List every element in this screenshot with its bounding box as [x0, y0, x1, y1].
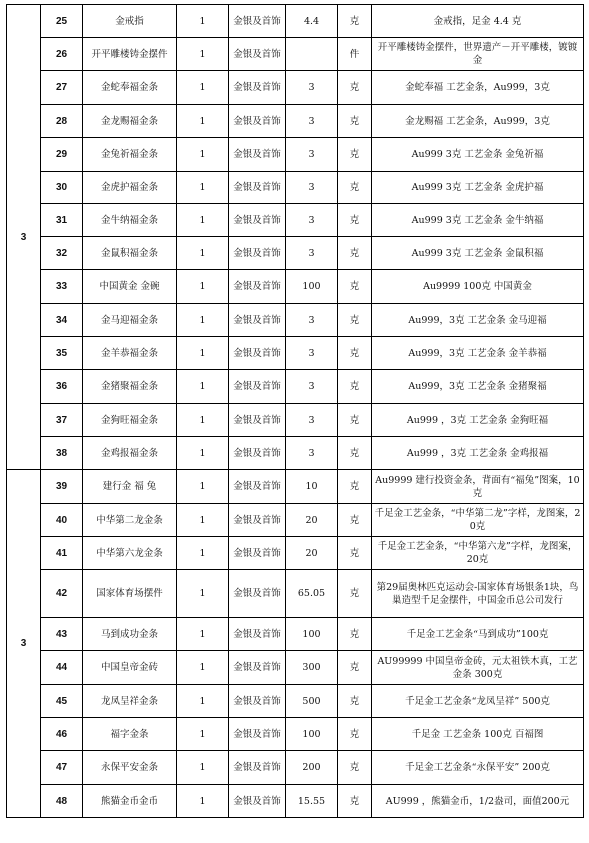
unit-cell: 克	[338, 751, 372, 785]
unit-cell: 克	[338, 437, 372, 470]
unit-cell: 克	[338, 785, 372, 818]
desc-cell: Au999 ，3克 工艺金条 金狗旺福	[372, 404, 584, 437]
seq-cell: 45	[41, 685, 83, 718]
seq-cell: 31	[41, 204, 83, 237]
seq-cell: 28	[41, 105, 83, 138]
name-cell: 熊猫金币金币	[83, 785, 177, 818]
name-cell: 金鼠积福金条	[83, 237, 177, 270]
category-cell: 金银及首饰	[229, 470, 286, 504]
name-cell: 金鸡报福金条	[83, 437, 177, 470]
category-cell: 金银及首饰	[229, 5, 286, 38]
desc-cell: Au999 3克 工艺金条 金鼠积福	[372, 237, 584, 270]
qty-cell: 1	[177, 5, 229, 38]
desc-cell: Au9999 100克 中国黄金	[372, 270, 584, 304]
category-cell: 金银及首饰	[229, 304, 286, 337]
seq-cell: 47	[41, 751, 83, 785]
desc-cell: Au999 3克 工艺金条 金虎护福	[372, 172, 584, 204]
unit-cell: 克	[338, 138, 372, 172]
weight-cell: 3	[286, 337, 338, 370]
name-cell: 中国皇帝金砖	[83, 651, 177, 685]
desc-cell: AU999 ，熊猫金币，1/2盎司，面值200元	[372, 785, 584, 818]
desc-cell: Au999，3克 工艺金条 金猪聚福	[372, 370, 584, 404]
qty-cell: 1	[177, 785, 229, 818]
unit-cell: 克	[338, 685, 372, 718]
desc-cell: AU99999 中国皇帝金砖，元太祖铁木真，工艺金条 300克	[372, 651, 584, 685]
desc-cell: Au999，3克 工艺金条 金马迎福	[372, 304, 584, 337]
qty-cell: 1	[177, 651, 229, 685]
seq-cell: 36	[41, 370, 83, 404]
table-row	[7, 570, 584, 618]
weight-cell	[286, 38, 338, 71]
weight-cell: 20	[286, 537, 338, 570]
table-row	[7, 537, 584, 570]
table-row	[7, 470, 584, 504]
seq-cell: 48	[41, 785, 83, 818]
weight-cell: 3	[286, 204, 338, 237]
qty-cell: 1	[177, 270, 229, 304]
table-row	[7, 237, 584, 270]
seq-cell: 29	[41, 138, 83, 172]
category-cell: 金银及首饰	[229, 71, 286, 105]
desc-cell: 千足金工艺金条，“中华第六龙”字样，龙图案， 20克	[372, 537, 584, 570]
weight-cell: 100	[286, 718, 338, 751]
category-cell: 金银及首饰	[229, 570, 286, 618]
name-cell: 金猪聚福金条	[83, 370, 177, 404]
desc-cell: 千足金工艺金条，“中华第二龙”字样，龙图案，20克	[372, 504, 584, 537]
unit-cell: 克	[338, 570, 372, 618]
desc-cell: 千足金工艺金条“永保平安” 200克	[372, 751, 584, 785]
desc-cell: Au999 3克 工艺金条 金牛纳福	[372, 204, 584, 237]
table-row	[7, 618, 584, 651]
table-row	[7, 685, 584, 718]
unit-cell: 克	[338, 204, 372, 237]
table-body	[7, 5, 584, 818]
unit-cell: 克	[338, 5, 372, 38]
name-cell: 龙凤呈祥金条	[83, 685, 177, 718]
category-cell: 金银及首饰	[229, 105, 286, 138]
name-cell: 金马迎福金条	[83, 304, 177, 337]
qty-cell: 1	[177, 370, 229, 404]
category-cell: 金银及首饰	[229, 172, 286, 204]
seq-cell: 41	[41, 537, 83, 570]
name-cell: 国家体育场摆件	[83, 570, 177, 618]
desc-cell: 千足金工艺金条“龙凤呈祥” 500克	[372, 685, 584, 718]
desc-cell: 开平雕楼铸金摆件，世界遗产－开平雕楼，镀镀金	[372, 38, 584, 71]
qty-cell: 1	[177, 71, 229, 105]
desc-cell: 第29届奥林匹克运动会-国家体育场银条1块，鸟巢造型千足金摆件，中国金币总公司发行	[372, 570, 584, 618]
category-cell: 金银及首饰	[229, 237, 286, 270]
name-cell: 中华第二龙金条	[83, 504, 177, 537]
table-row	[7, 270, 584, 304]
table-row	[7, 785, 584, 818]
table-row	[7, 172, 584, 204]
desc-cell: 千足金工艺金条“马到成功”100克	[372, 618, 584, 651]
table-row	[7, 437, 584, 470]
weight-cell: 100	[286, 618, 338, 651]
qty-cell: 1	[177, 304, 229, 337]
qty-cell: 1	[177, 204, 229, 237]
qty-cell: 1	[177, 38, 229, 71]
qty-cell: 1	[177, 537, 229, 570]
qty-cell: 1	[177, 470, 229, 504]
qty-cell: 1	[177, 138, 229, 172]
unit-cell: 克	[338, 651, 372, 685]
qty-cell: 1	[177, 404, 229, 437]
table-row	[7, 504, 584, 537]
seq-cell: 42	[41, 570, 83, 618]
weight-cell: 3	[286, 138, 338, 172]
seq-cell: 44	[41, 651, 83, 685]
seq-cell: 26	[41, 38, 83, 71]
desc-cell: 金蛇奉福 工艺金条，Au999，3克	[372, 71, 584, 105]
table-row	[7, 651, 584, 685]
category-cell: 金银及首饰	[229, 685, 286, 718]
qty-cell: 1	[177, 437, 229, 470]
unit-cell: 克	[338, 404, 372, 437]
seq-cell: 33	[41, 270, 83, 304]
category-cell: 金银及首饰	[229, 718, 286, 751]
seq-cell: 40	[41, 504, 83, 537]
weight-cell: 3	[286, 304, 338, 337]
name-cell: 中华第六龙金条	[83, 537, 177, 570]
desc-cell: 金龙赐福 工艺金条，Au999，3克	[372, 105, 584, 138]
table-row	[7, 370, 584, 404]
unit-cell: 克	[338, 618, 372, 651]
seq-cell: 46	[41, 718, 83, 751]
unit-cell: 克	[338, 504, 372, 537]
category-cell: 金银及首饰	[229, 337, 286, 370]
seq-cell: 34	[41, 304, 83, 337]
unit-cell: 克	[338, 718, 372, 751]
qty-cell: 1	[177, 105, 229, 138]
unit-cell: 克	[338, 172, 372, 204]
category-cell: 金银及首饰	[229, 138, 286, 172]
category-cell: 金银及首饰	[229, 651, 286, 685]
unit-cell: 克	[338, 537, 372, 570]
seq-cell: 27	[41, 71, 83, 105]
unit-cell: 克	[338, 304, 372, 337]
category-cell: 金银及首饰	[229, 437, 286, 470]
category-cell: 金银及首饰	[229, 618, 286, 651]
seq-cell: 37	[41, 404, 83, 437]
desc-cell: Au999，3克 工艺金条 金羊恭福	[372, 337, 584, 370]
seq-cell: 25	[41, 5, 83, 38]
unit-cell: 克	[338, 105, 372, 138]
name-cell: 金龙赐福金条	[83, 105, 177, 138]
table-row	[7, 304, 584, 337]
name-cell: 金戒指	[83, 5, 177, 38]
weight-cell: 200	[286, 751, 338, 785]
category-cell: 金银及首饰	[229, 404, 286, 437]
qty-cell: 1	[177, 751, 229, 785]
name-cell: 马到成功金条	[83, 618, 177, 651]
unit-cell: 克	[338, 71, 372, 105]
qty-cell: 1	[177, 504, 229, 537]
qty-cell: 1	[177, 570, 229, 618]
table-row	[7, 404, 584, 437]
name-cell: 金羊恭福金条	[83, 337, 177, 370]
weight-cell: 100	[286, 270, 338, 304]
table-row	[7, 718, 584, 751]
category-cell: 金银及首饰	[229, 785, 286, 818]
weight-cell: 500	[286, 685, 338, 718]
weight-cell: 300	[286, 651, 338, 685]
weight-cell: 3	[286, 437, 338, 470]
table-row	[7, 204, 584, 237]
name-cell: 开平雕楼铸金摆件	[83, 38, 177, 71]
group-label-cell: 3	[7, 470, 41, 818]
name-cell: 永保平安金条	[83, 751, 177, 785]
qty-cell: 1	[177, 237, 229, 270]
unit-cell: 克	[338, 270, 372, 304]
qty-cell: 1	[177, 337, 229, 370]
category-cell: 金银及首饰	[229, 751, 286, 785]
unit-cell: 克	[338, 237, 372, 270]
category-cell: 金银及首饰	[229, 504, 286, 537]
seq-cell: 39	[41, 470, 83, 504]
weight-cell: 3	[286, 370, 338, 404]
qty-cell: 1	[177, 685, 229, 718]
weight-cell: 4.4	[286, 5, 338, 38]
name-cell: 金牛纳福金条	[83, 204, 177, 237]
name-cell: 福字金条	[83, 718, 177, 751]
weight-cell: 15.55	[286, 785, 338, 818]
desc-cell: Au999 3克 工艺金条 金兔祈福	[372, 138, 584, 172]
seq-cell: 30	[41, 172, 83, 204]
seq-cell: 38	[41, 437, 83, 470]
qty-cell: 1	[177, 172, 229, 204]
name-cell: 金虎护福金条	[83, 172, 177, 204]
category-cell: 金银及首饰	[229, 370, 286, 404]
name-cell: 建行金 福 兔	[83, 470, 177, 504]
qty-cell: 1	[177, 718, 229, 751]
weight-cell: 65.05	[286, 570, 338, 618]
inventory-table	[6, 4, 584, 818]
seq-cell: 32	[41, 237, 83, 270]
qty-cell: 1	[177, 618, 229, 651]
name-cell: 金蛇奉福金条	[83, 71, 177, 105]
name-cell: 金兔祈福金条	[83, 138, 177, 172]
table-row	[7, 38, 584, 71]
weight-cell: 3	[286, 71, 338, 105]
category-cell: 金银及首饰	[229, 38, 286, 71]
weight-cell: 10	[286, 470, 338, 504]
category-cell: 金银及首饰	[229, 270, 286, 304]
weight-cell: 3	[286, 105, 338, 138]
category-cell: 金银及首饰	[229, 537, 286, 570]
unit-cell: 克	[338, 337, 372, 370]
table-row	[7, 5, 584, 38]
table-row	[7, 138, 584, 172]
desc-cell: 金戒指，足金 4.4 克	[372, 5, 584, 38]
desc-cell: 千足金 工艺金条 100克 百福图	[372, 718, 584, 751]
table-row	[7, 71, 584, 105]
name-cell: 中国黄金 金碗	[83, 270, 177, 304]
category-cell: 金银及首饰	[229, 204, 286, 237]
weight-cell: 20	[286, 504, 338, 537]
weight-cell: 3	[286, 172, 338, 204]
unit-cell: 件	[338, 38, 372, 71]
name-cell: 金狗旺福金条	[83, 404, 177, 437]
desc-cell: Au9999 建行投资金条，背面有“福兔”图案，10克	[372, 470, 584, 504]
seq-cell: 35	[41, 337, 83, 370]
table-row	[7, 751, 584, 785]
group-label-cell: 3	[7, 5, 41, 470]
unit-cell: 克	[338, 470, 372, 504]
table-row	[7, 337, 584, 370]
table-row	[7, 105, 584, 138]
seq-cell: 43	[41, 618, 83, 651]
weight-cell: 3	[286, 237, 338, 270]
weight-cell: 3	[286, 404, 338, 437]
desc-cell: Au999 ，3克 工艺金条 金鸡报福	[372, 437, 584, 470]
unit-cell: 克	[338, 370, 372, 404]
